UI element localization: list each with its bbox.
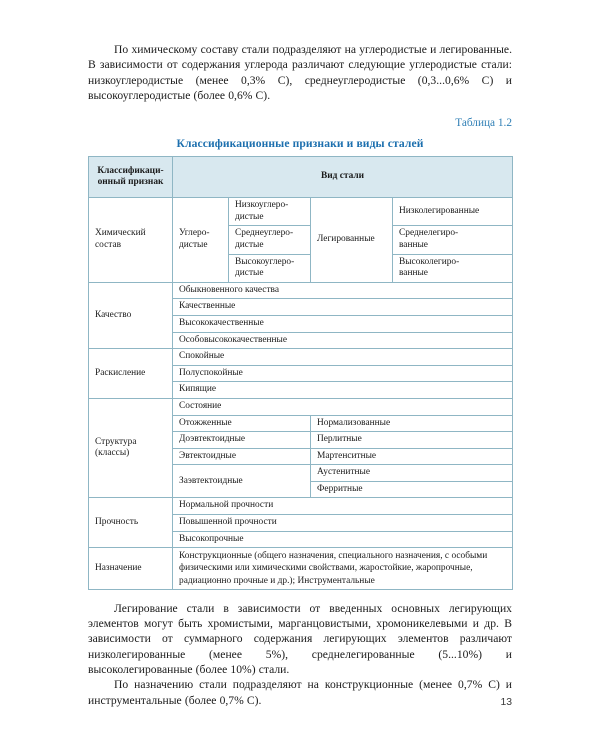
classification-table	[88, 156, 513, 590]
carbon-group-label: Углеро- дистые	[173, 198, 229, 283]
quality-item: Высококачественные	[173, 315, 513, 332]
strength-item: Нормальной прочности	[173, 498, 513, 515]
table-row	[89, 198, 513, 226]
closing-paragraph-2: По назначению стали подразделяют на конструкционные (менее 0,7% С) и инструментальные (более 0,7% С).	[88, 678, 512, 707]
alloy-group-label: Легированные	[311, 198, 393, 283]
feature-strength: Прочность	[89, 498, 173, 548]
structure-right-item: Мартенситные	[311, 448, 513, 465]
structure-state-row: Состояние	[173, 398, 513, 415]
page-number: 13	[500, 697, 512, 708]
table-row	[89, 398, 513, 415]
structure-right-item: Нормализованные	[311, 415, 513, 432]
quality-item: Качественные	[173, 299, 513, 316]
header-steel-kind: Вид стали	[173, 157, 513, 198]
table-number-label: Таблица 1.2	[455, 117, 512, 130]
carbon-item: Среднеуглеро- дистые	[229, 226, 311, 254]
intro-section	[88, 0, 512, 103]
deoxidation-item: Спокойные	[173, 349, 513, 366]
deoxidation-item: Кипящие	[173, 382, 513, 399]
alloy-item: Высоколегиро- ванные	[393, 254, 513, 282]
feature-deoxidation: Раскисление	[89, 349, 173, 399]
feature-quality: Качество	[89, 282, 173, 348]
header-feature: Классификаци- онный признак	[89, 157, 173, 198]
purpose-item: Конструкционные (общего назначения, специального назначения, с особыми физическими или химическими свойствами, жаростойкие, жаропрочные, радиационно прочные и др.); Инструментальные	[173, 548, 513, 590]
feature-purpose: Назначение	[89, 548, 173, 590]
feature-chemical-composition: Химический состав	[89, 198, 173, 283]
strength-item: Повышенной прочности	[173, 515, 513, 532]
table-header-row	[89, 157, 513, 198]
structure-left-item: Эвтектоидные	[173, 448, 311, 465]
structure-left-item: Отожженные	[173, 415, 311, 432]
structure-left-item: Доэвтектоидные	[173, 432, 311, 449]
quality-item: Обыкновенного качества	[173, 282, 513, 299]
structure-right-item: Перлитные	[311, 432, 513, 449]
table-row	[89, 282, 513, 299]
carbon-item: Низкоуглеро- дистые	[229, 198, 311, 226]
alloy-item: Среднелегиро- ванные	[393, 226, 513, 254]
feature-structure: Структура (классы)	[89, 398, 173, 498]
quality-item: Особовысококачественные	[173, 332, 513, 349]
table-title: Классификационные признаки и виды сталей	[176, 137, 424, 151]
carbon-item: Высокоуглеро- дистые	[229, 254, 311, 282]
structure-right-item: Ферритные	[311, 481, 513, 498]
structure-left-item-span: Заэвтектоидные	[173, 465, 311, 498]
table-row	[89, 548, 513, 590]
closing-section	[88, 590, 512, 708]
table-row	[89, 498, 513, 515]
table-row	[89, 349, 513, 366]
structure-right-item: Аустенитные	[311, 465, 513, 482]
intro-paragraph: По химическому составу стали подразделяют на углеродистые и легированные. В зависимости от содержания углерода различают следующие углеродистые стали: низкоуглеродистые (менее 0,3% С), среднеуглеродистые (0,3...0,6% С) и высокоуглеродистые (более 0,6% С).	[88, 43, 512, 102]
deoxidation-item: Полуспокойные	[173, 365, 513, 382]
closing-paragraph-1: Легирование стали в зависимости от введенных основных легирующих элементов могут быть хромистыми, марганцовистыми, хромоникелевыми и др. В зависимости от суммарного содержания легирующих элементов различают низколегированные (менее 5%), среднелегированные (5...10%) и высоколегированные (более 10%) стали.	[88, 601, 512, 677]
strength-item: Высокопрочные	[173, 531, 513, 548]
alloy-item: Низколегированные	[393, 198, 513, 226]
